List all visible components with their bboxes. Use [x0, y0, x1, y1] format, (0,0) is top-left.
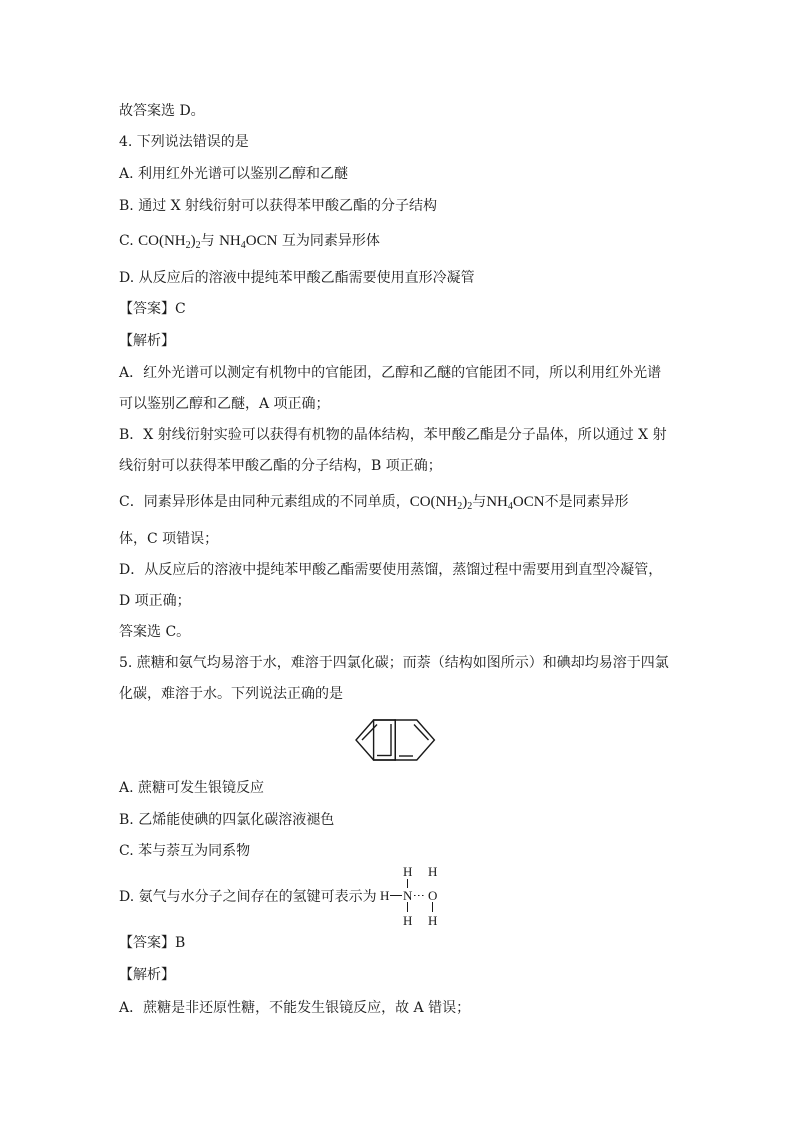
text-line: 故答案选 D。 [119, 103, 205, 119]
formula-urea: $CO(NH_2)_2$ [409, 494, 473, 512]
answer-selection-4: 答案选 C。 [119, 624, 191, 640]
naphthalene-structure [352, 714, 440, 766]
option-5d: D. 氨气与水分子之间存在的氢键可表示为 [119, 889, 377, 905]
formula-ammonium-cyanate: $NH_4OCN$ [486, 494, 545, 512]
analysis-text: 线衍射可以获得苯甲酸乙酯的分子结构，B 项正确； [119, 458, 442, 474]
formula-ammonium-cyanate: $NH_4OCN$ [219, 233, 278, 251]
option-4b: B. 通过 X 射线衍射可以获得苯甲酸乙酯的分子结构 [119, 198, 438, 214]
analysis-heading-4: 【解析】 [119, 333, 175, 349]
analysis-text: D 项正确； [119, 593, 191, 609]
option-4d: D. 从反应后的溶液中提纯苯甲酸乙酯需要使用直形冷凝管 [119, 270, 475, 286]
h-atom: H [403, 864, 413, 879]
analysis-text: B．X 射线衍射实验可以获得有机物的晶体结构，苯甲酸乙酯是分子晶体，所以通过 X 射 [119, 427, 667, 443]
question-4: 4. 下列说法错误的是 [119, 134, 249, 150]
formula-urea: $CO(NH_2)_2$ [138, 233, 201, 251]
option-5c: C. 苯与萘互为同系物 [119, 843, 251, 859]
question-5-cont: 化碳，难溶于水。下列说法正确的是 [119, 686, 343, 702]
connector: 与 [200, 233, 215, 249]
answer-5: 【答案】B [119, 935, 186, 951]
h-atom: H [428, 864, 438, 879]
option-text: 互为同素异形体 [281, 233, 380, 249]
analysis-text: 可以鉴别乙醇和乙醚，A 项正确； [119, 396, 330, 412]
analysis-text: 体，C 项错误； [119, 531, 219, 547]
h-atom: H [403, 913, 413, 928]
option-5a: A. 蔗糖可发生银镜反应 [119, 780, 265, 796]
analysis-text: A．红外光谱可以测定有机物中的官能团，乙醇和乙醚的官能团不同，所以利用红外光谱 [119, 365, 662, 381]
option-label: C. [119, 233, 134, 249]
h-atom: H [380, 888, 390, 903]
hydrogen-bond-diagram [378, 862, 448, 930]
n-atom: N [403, 888, 413, 903]
analysis-text: C．同素异形体是由同种元素组成的不同单质，$CO(NH_2)_2$与$NH_4OCN$不是同素异形 [119, 494, 629, 512]
answer-4: 【答案】C [119, 301, 186, 317]
option-5b: B. 乙烯能使碘的四氯化碳溶液褪色 [119, 812, 335, 828]
analysis-text: D．从反应后的溶液中提纯苯甲酸乙酯需要使用蒸馏，蒸馏过程中需要用到直型冷凝管， [119, 562, 663, 578]
o-atom: O [428, 888, 438, 903]
option-4a: A. 利用红外光谱可以鉴别乙醇和乙醚 [119, 166, 349, 182]
analysis-heading-5: 【解析】 [119, 967, 175, 983]
h-atom: H [428, 913, 438, 928]
analysis-text: A．蔗糖是非还原性糖，不能发生银镜反应，故 A 错误； [119, 1000, 471, 1016]
option-4c [119, 231, 380, 251]
question-5: 5. 蔗糖和氨气均易溶于水，难溶于四氯化碳；而萘（结构如图所示）和碘却均易溶于四氯 [119, 655, 669, 671]
